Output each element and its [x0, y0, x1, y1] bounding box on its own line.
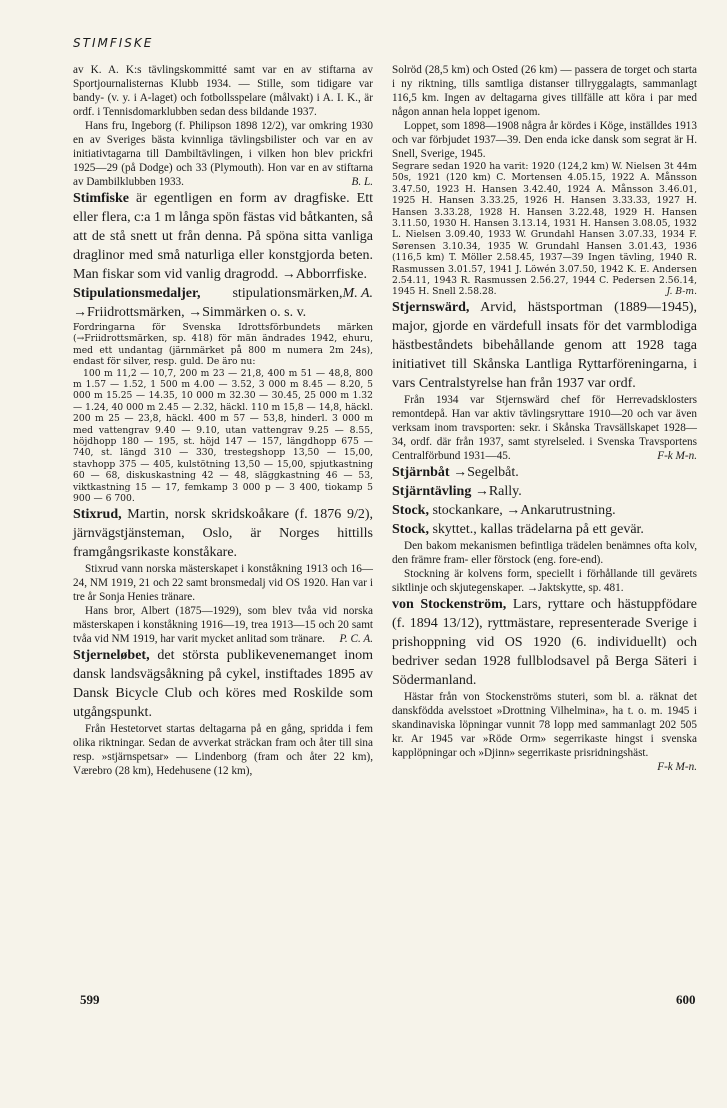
entry-headword: Stjerneløbet, — [73, 647, 150, 663]
right-column — [392, 63, 697, 774]
paragraph — [392, 520, 697, 539]
entry-headword: Stimfiske — [73, 191, 129, 206]
paragraph — [392, 63, 697, 119]
paragraph — [392, 393, 697, 463]
left-column — [73, 63, 373, 778]
paragraph-text: →Segelbåt. — [449, 464, 519, 480]
paragraph — [392, 463, 697, 482]
paragraph-text: Hans bror, Albert (1875—1929), som blev tvåa vid norska mästerskapen i konståkning 1916—19, trea 1913—15 och 20 samt tvåa vid NM 1919, har varit mycket anlitad som tränare. — [73, 604, 373, 645]
paragraph — [73, 284, 373, 322]
paragraph-text: Hans fru, Ingeborg (f. Philipson 1898 12/2), var omkring 1930 en av Sveriges bästa kvinnliga tävlingsbilister och var en av initiativtagarna till Dambiltävlingen, i vilken hon blev prickfri 1925—29 (på Dodge) och 33 (Plymouth). Hon var en av stiftarna av Dambilklubben 1933. — [73, 120, 373, 188]
paragraph — [392, 567, 697, 595]
paragraph-text: det största publikevenemanget inom dansk landsvägsåkning på cykel, instiftades 1895 av Dansk Bicycle Club och köres med Roskilde som utgångspunkt. — [73, 647, 373, 720]
paragraph-text: Stixrud vann norska mästerskapet i konståkning 1913 och 16—24, NM 1919, 21 och 22 samt bronsmedalj vid OS 1920. Han var i tre år Sonja Henies tränare. — [73, 562, 373, 603]
paragraph — [392, 482, 697, 501]
paragraph-text: stockankare, →Ankarutrustning. — [428, 502, 616, 518]
paragraph-text: Martin, norsk skridskoåkare (f. 1876 9/2), järnvägstjänsteman, Oslo, är Norges hittills framgångsrikaste konståkare. — [73, 506, 373, 560]
paragraph — [392, 539, 697, 567]
paragraph — [73, 63, 373, 119]
paragraph-text: Från Hestetorvet startas deltagarna på en gång, spridda i fem olika riktningar. Sedan de avverkat sträckan fram och åter till sina resp. »stjärnspetsar» — Lindenborg (fram och åter 22 km), Værebro (28 km), Hedehusene (12 km), — [73, 722, 373, 777]
paragraph-text: är egentligen en form av dragfiske. Ett eller flera, c:a 1 m långa spön fästas vid båtkanten, så att de stå snett ut från denna. På spöna sitta vanliga draglinor med små naturliga eller konstgjorda beten. Man fiskar som vid vanlig dragrodd. →Abborrfiske. — [73, 191, 373, 282]
paragraph — [73, 646, 373, 722]
author-signature: M. A. — [342, 286, 373, 301]
paragraph-text: skyttet., kallas trädelarna på ett gevär. — [428, 521, 644, 537]
author-signature: F-k M-n. — [657, 760, 697, 773]
paragraph — [392, 595, 697, 690]
paragraph-text: Från 1934 var Stjernswärd chef för Herrevadsklosters remontdepå. Han var aktiv tävlingsryttare 1910—20 och var även verksam inom travsporten: sekr. i Skånska Travsällskapet 1928—34, ordf. där från 1937, samt styrelseled. i Svenska Travsportens Centralförbund 1931—45. — [392, 393, 697, 462]
paragraph — [392, 690, 697, 773]
running-head: STIMFISKE — [73, 36, 154, 50]
paragraph-text: →Rally. — [471, 483, 522, 499]
paragraph-text: Stockning är kolvens form, speciellt i förhållande till gevärets siktlinje och skjutegenskaper. →Jaktskytte, sp. 481. — [392, 567, 697, 594]
paragraph-text: Hästar från von Stockenströms stuteri, som bl. a. räknat det danskfödda avelsstoet »Drottning Vilhelmina», ha t. o. m. 1945 i skandinaviska löpningar vunnit 78 lopp med sammanlagt 202 505 kr. Ar 1945 var »Röde Orm» segerrikaste hingst i svenska kapplöpningar och »Djinn» segerrikaste prisridningshäst. — [392, 690, 697, 759]
paragraph — [392, 298, 697, 393]
entry-headword: Stipulationsmedaljer, — [73, 286, 201, 301]
paragraph-text: Solröd (28,5 km) och Osted (26 km) — passera de torget och starta i ny riktning, tills samtliga distanser tillryggalagts, sammanlagt 116,5 km. Ingen av deltagarna gives tillfälle att köra i par med någon annan hela loppet igenom. — [392, 64, 697, 118]
paragraph-text: Arvid, hästsportman (1889—1945), major, gjorde en värdefull insats för det varmblodiga hästbeståndets bibehållande genom att 1928 taga initiativet till Skånska Lantliga Ryttarföreningarna, i vars Centralstyrelse han från 1937 var ordf. — [392, 299, 697, 391]
page-number-right: 600 — [676, 992, 696, 1007]
paragraph — [392, 119, 697, 161]
paragraph-text: Loppet, som 1898—1908 några år kördes i Köge, inställdes 1913 och var förbjudet 1937—39. Den enda icke dansk som segrat är H. Snell, Sverige, 1945. — [392, 120, 697, 160]
paragraph — [73, 119, 373, 189]
author-signature: F-k M-n. — [657, 449, 697, 462]
paragraph — [73, 604, 373, 646]
paragraph-text: Fordringarna för Svenska Idrottsförbundets märken (→Friidrottsmärken, sp. 418) för män ändrades 1942, ehuru, med ett undantag (järnmärket på 800 m numera 2m 24s), endast för silver, resp. guld. De äro nu: — [73, 322, 373, 368]
paragraph — [392, 501, 697, 520]
paragraph-text: stipulationsmärken, →Friidrottsmärken, →Simmärken o. s. v. — [73, 286, 343, 320]
paragraph — [73, 562, 373, 604]
entry-headword: Stjärntävling — [392, 483, 472, 499]
paragraph — [392, 161, 697, 298]
entry-headword: Stjärnbåt — [392, 464, 450, 480]
entry-headword: Stixrud, — [73, 506, 122, 522]
entry-headword: Stjernswärd, — [392, 299, 470, 315]
paragraph — [73, 505, 373, 562]
entry-headword: Stock, — [392, 502, 429, 518]
paragraph — [73, 722, 373, 778]
paragraph-text: Segrare sedan 1920 ha varit: 1920 (124,2 km) W. Nielsen 3t 44m 50s, 1921 (120 km) C. Mortensen 4.05.15, 1922 A. Månsson 3.47.50, 1923 H. Hansen 3.42.40, 1924 A. Månsson 3.46.01, 1925 H. Hansen 3.33.25, 1926 H. Hansen 3.33.33, 1927 H. Hansen 3.33.28, 1928 H. Hansen 3.22.48, 1929 H. Hansen 3.11.50, 1930 H. Hansen 3.13.14, 1931 H. Hansen 3.08.05, 1932 L. Nielsen 3.09.40, 1933 W. Grundahl Hansen 3.07.33, 1934 F. Sørensen 3.10.34, 1935 W. Grundahl Hansen 3.01.43, 1936 (116,5 km) T. Möller 2.58.45, 1937—39 Ingen tävling, 1940 R. Rasmussen 3.01.57, 1941 J. Löwén 3.07.50, 1942 K. E. Andersen 2.54.11, 1943 R. Rasmussen 2.56.27, 1944 C. Pedersen 2.56.14, 1945 H. Snell 2.58.28. — [392, 161, 697, 298]
paragraph-text: av K. A. K:s tävlingskommitté samt var en av stiftarna av Sportjournalisternas Klubb 1934. — Stille, som tidigare var bandy- (v. y. i A-laget) och fotbollsspelare (målvakt) i A. I. K., är ordf. i Tennisdomarklubben sedan dess bildande 1937. — [73, 64, 373, 118]
paragraph — [73, 368, 373, 505]
author-signature: P. C. A. — [339, 632, 373, 645]
paragraph — [73, 322, 373, 368]
page-number-left: 599 — [80, 992, 100, 1007]
paragraph-text: Den bakom mekanismen befintliga trädelen benämnes ofta kolv, den främre fram- eller förstock (eng. fore-end). — [392, 539, 697, 566]
author-signature: B. L. — [351, 176, 373, 188]
author-signature: J. B-m. — [666, 286, 697, 298]
entry-headword: von Stockenström, — [392, 596, 507, 612]
paragraph-text: Lars, ryttare och hästuppfödare (f. 1894 13/12), ryttmästare, representerade Sverige i prishoppning vid OS 1920 (6. individuellt) och bedriver sedan 1928 fullblodsavel på Berga Säteri i Södermanland. — [392, 596, 697, 688]
entry-headword: Stock, — [392, 521, 429, 537]
paragraph-text: 100 m 11,2 — 10,7, 200 m 23 — 21,8, 400 m 51 — 48,8, 800 m 1.57 — 1.52, 1 500 m 4.00 — 3.52, 3 000 m 8.45 — 8.20, 5 000 m 15.25 — 14.35, 10 000 m 32.30 — 30.45, 25 000 m 1.32 — 1.24, 40 000 m 2.45 — 2.32, häckl. 110 m 15,8 — 14,8, häckl. 200 m 25 — 23,8, häckl. 400 m 57 — 53,8, hinderl. 3 000 m med vattengrav 9.40 — 9.10, utan vattengrav 9.25 — 8.55, höjdhopp 180 — 195, st. höjd 147 — 157, längdhopp 675 — 740, st. längd 310 — 330, trestegshopp 13,50 — 15,00, stavhopp 375 — 405, kulstötning 13,50 — 15,00, spjutkastning 60 — 68, diskuskastning 42 — 48, släggkastning 46 — 53, viktkastning 15 — 17, femkamp 3 000 p — 3 400, tiokamp 5 900 — 6 700. — [73, 367, 373, 505]
